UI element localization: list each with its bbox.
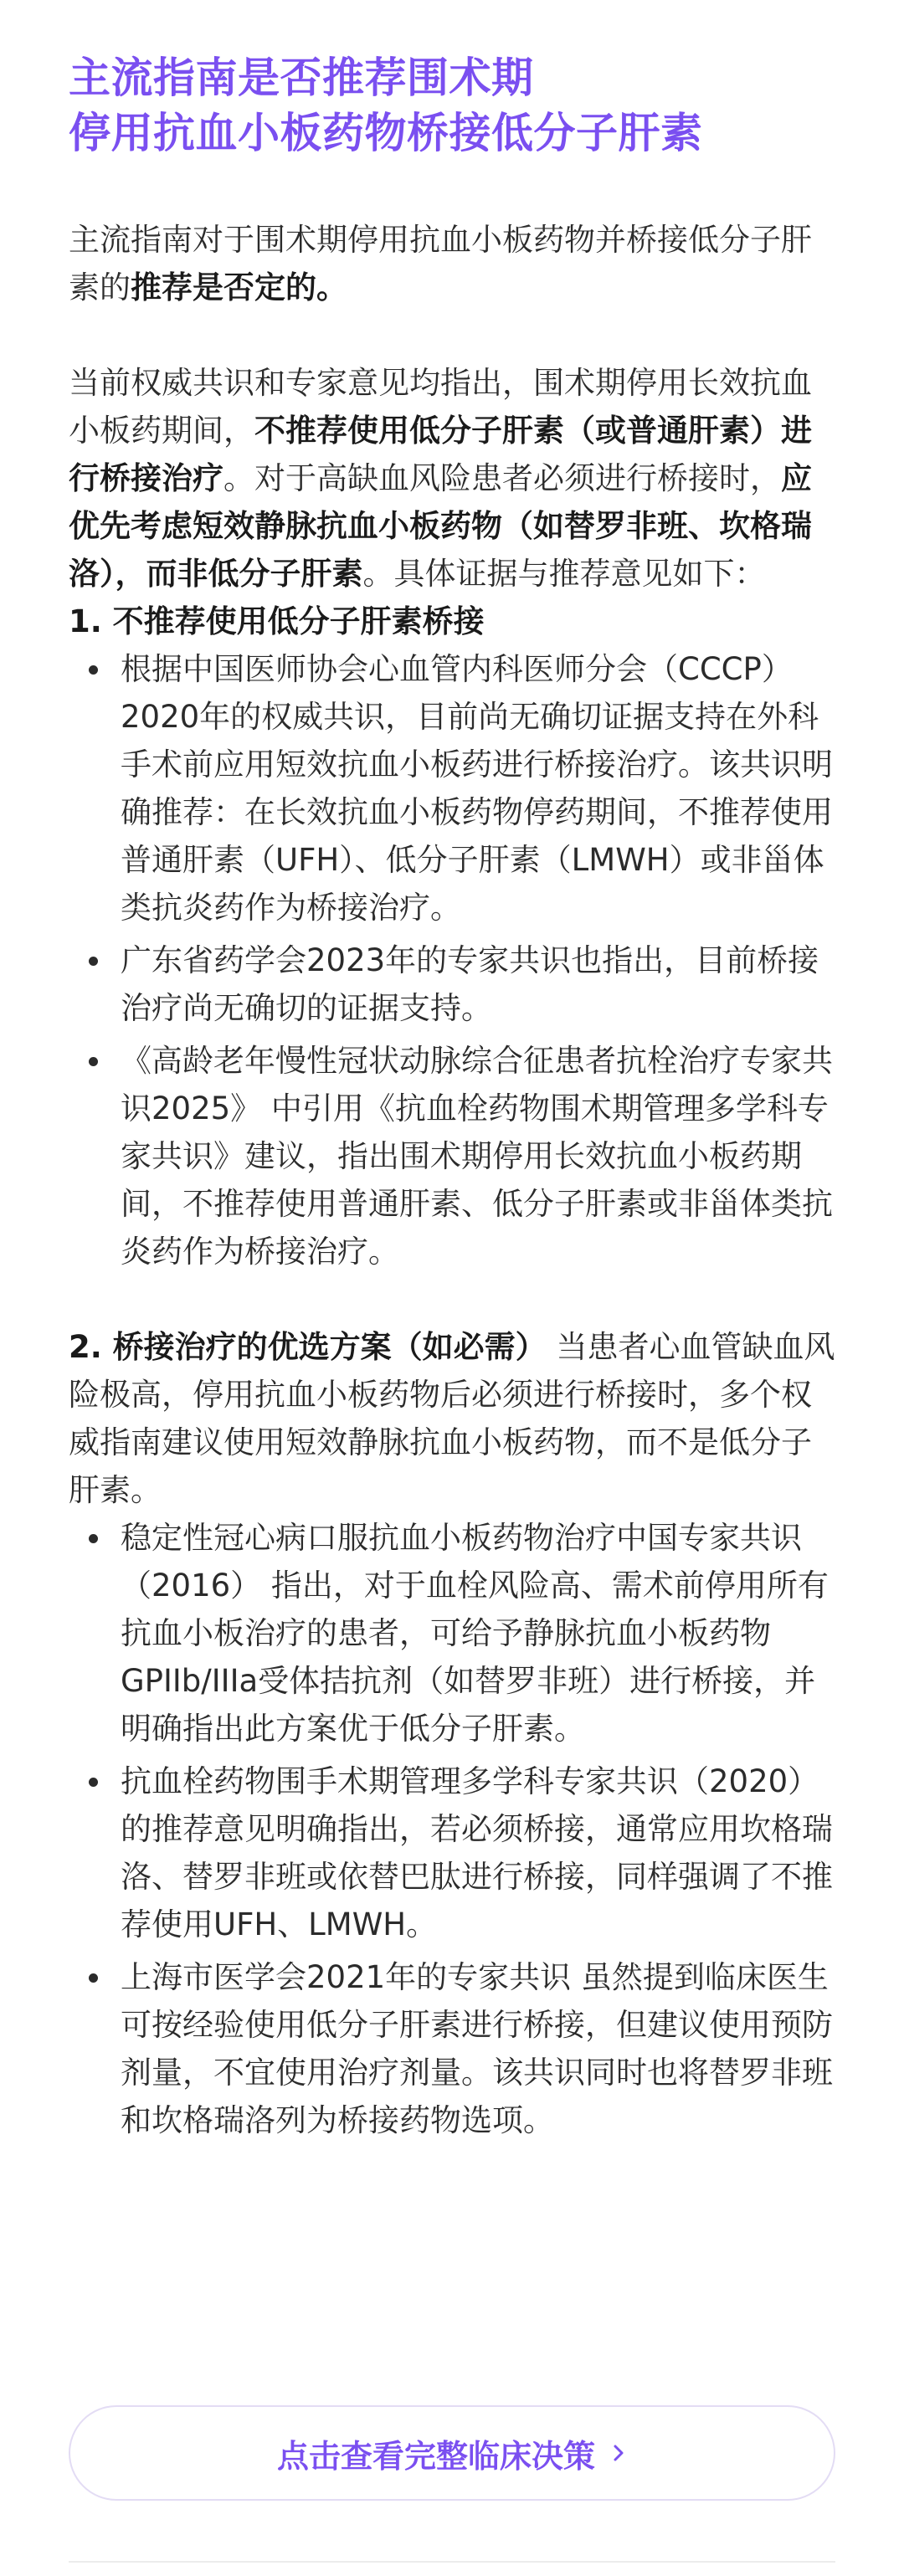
- title-line-1: 主流指南是否推荐围术期: [69, 54, 534, 102]
- list-item-text: 上海市医学会2021年的专家共识 虽然提到临床医生可按经验使用低分子肝素进行桥接，但建议使用预防剂量，不宜使用治疗剂量。该共识同时也将替罗非班和坎格瑞洛列为桥接药物选项。: [121, 1959, 833, 2138]
- section-2-heading: 2. 桥接治疗的优选方案（如必需）: [69, 1329, 547, 1365]
- bottom-divider: [69, 2561, 835, 2563]
- summary-paragraph: [69, 359, 835, 598]
- section-1-list: [69, 645, 835, 1275]
- bullet-dot-icon: [89, 957, 98, 966]
- section-1-heading: 1. 不推荐使用低分子肝素桥接: [69, 603, 485, 639]
- list-item-text: 《高龄老年慢性冠状动脉综合征患者抗栓治疗专家共识2025》 中引用《抗血栓药物围术期管理多学科专家共识》建议，指出围术期停用长效抗血小板药期间，不推荐使用普通肝素、低分子肝素或非甾体类抗炎药作为桥接治疗。: [121, 1043, 833, 1270]
- section-2-lead: 当患者心血管缺血风险极高，停用抗血小板药物后必须进行桥接时，多个权威指南建议使用短效静脉抗血小板药物，而不是低分子肝素。: [69, 1329, 835, 1508]
- view-full-decision-label: 点击查看完整临床决策: [276, 2437, 595, 2475]
- summary-text-3: 。具体证据与推荐意见如下：: [362, 556, 766, 592]
- list-item-text: 广东省药学会2023年的专家共识也指出，目前桥接治疗尚无确切的证据支持。: [121, 942, 819, 1026]
- section-2-list: [69, 1514, 835, 2144]
- chevron-right-icon: [610, 2445, 627, 2461]
- bullet-dot-icon: [89, 1057, 98, 1066]
- list-item: [69, 1758, 835, 1948]
- bullet-dot-icon: [89, 1973, 98, 1983]
- list-item: [69, 1953, 835, 2144]
- bullet-dot-icon: [89, 1534, 98, 1543]
- list-item-text: 根据中国医师协会心血管内科医师分会（CCCP）2020年的权威共识，目前尚无确切证据支持在外科手术前应用短效抗血小板药进行桥接治疗。该共识明确推荐：在长效抗血小板药物停药期间，不推荐使用普通肝素（UFH）、低分子肝素（LMWH）或非甾体类抗炎药作为桥接治疗。: [121, 651, 833, 926]
- page-title: [69, 50, 835, 161]
- summary-text-2: 。对于高缺血风险患者必须进行桥接时，: [223, 460, 781, 496]
- summary-text-1: 当前权威共识和专家意见均指出，围术期停用长效抗血小板药期间，: [69, 365, 812, 449]
- list-item-text: 抗血栓药物围手术期管理多学科专家共识（2020） 的推荐意见明确指出，若必须桥接，通常应用坎格瑞洛、替罗非班或依替巴肽进行桥接，同样强调了不推荐使用UFH、LMWH。: [121, 1763, 833, 1942]
- title-line-2: 停用抗血小板药物桥接低分子肝素: [69, 109, 703, 157]
- list-item: [69, 645, 835, 931]
- view-full-decision-button[interactable]: [69, 2405, 835, 2501]
- bullet-dot-icon: [89, 1778, 98, 1787]
- list-item: [69, 1514, 835, 1752]
- intro-text: 主流指南对于围术期停用抗血小板药物并桥接低分子肝素的: [69, 222, 812, 305]
- summary-bold-1: 不推荐使用低分子肝素（或普通肝素）进行桥接治疗: [69, 413, 812, 496]
- summary-bold-2: 应优先考虑短效静脉抗血小板药物（如替罗非班、坎格瑞洛），而非低分子肝素: [69, 460, 812, 592]
- bullet-dot-icon: [89, 665, 98, 675]
- list-item: [69, 1037, 835, 1275]
- list-item: [69, 936, 835, 1032]
- intro-bold: 推荐是否定的。: [131, 269, 347, 305]
- section-2-intro: [69, 1323, 835, 1514]
- list-item-text: 稳定性冠心病口服抗血小板药物治疗中国专家共识（2016） 指出，对于血栓风险高、需术前停用所有抗血小板治疗的患者，可给予静脉抗血小板药物GPIIb/IIIa受体拮抗剂（如替罗非班）进行桥接，并明确指出此方案优于低分子肝素。: [121, 1520, 829, 1747]
- intro-paragraph: [69, 216, 835, 311]
